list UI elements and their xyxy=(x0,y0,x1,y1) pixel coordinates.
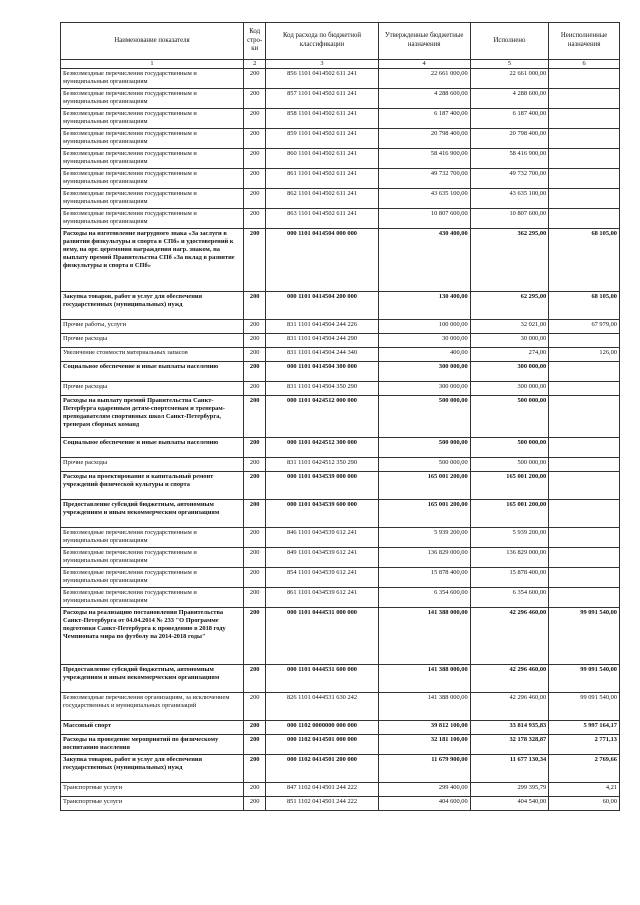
row-name: Безвозмездные перечисления государственным и муниципальным организациям xyxy=(61,149,244,169)
table-row xyxy=(61,109,620,129)
row-line-code: 200 xyxy=(243,438,265,458)
row-approved: 11 679 900,00 xyxy=(378,755,470,783)
row-executed: 300 000,00 xyxy=(470,362,549,382)
row-budget-code: 862 1101 0414502 611 241 xyxy=(266,189,378,209)
row-unexecuted xyxy=(549,500,620,528)
row-executed: 42 296 460,00 xyxy=(470,665,549,693)
row-name: Безвозмездные перечисления государственным и муниципальным организациям xyxy=(61,548,244,568)
row-budget-code: 831 1101 0414504 244 290 xyxy=(266,334,378,348)
row-line-code: 200 xyxy=(243,548,265,568)
column-number: 6 xyxy=(549,60,620,69)
row-executed: 32 021,00 xyxy=(470,320,549,334)
row-executed: 4 288 600,00 xyxy=(470,89,549,109)
row-approved: 141 388 000,00 xyxy=(378,608,470,665)
row-executed: 62 295,00 xyxy=(470,292,549,320)
row-unexecuted xyxy=(549,458,620,472)
table-row xyxy=(61,189,620,209)
row-executed: 32 178 328,87 xyxy=(470,735,549,755)
row-budget-code: 831 1101 0414504 244 340 xyxy=(266,348,378,362)
row-executed: 49 732 700,00 xyxy=(470,169,549,189)
row-executed: 42 296 460,00 xyxy=(470,693,549,721)
row-line-code: 200 xyxy=(243,458,265,472)
row-budget-code: 000 1101 0434539 600 000 xyxy=(266,500,378,528)
row-budget-code: 000 1101 0444531 000 000 xyxy=(266,608,378,665)
row-name: Безвозмездные перечисления государственным и муниципальным организациям xyxy=(61,89,244,109)
row-unexecuted: 2 771,13 xyxy=(549,735,620,755)
row-unexecuted: 67 979,00 xyxy=(549,320,620,334)
row-unexecuted: 2 769,66 xyxy=(549,755,620,783)
row-executed: 33 814 935,83 xyxy=(470,721,549,735)
row-unexecuted xyxy=(549,362,620,382)
row-executed: 300 000,00 xyxy=(470,382,549,396)
table-row xyxy=(61,362,620,382)
column-number: 5 xyxy=(470,60,549,69)
row-unexecuted xyxy=(549,109,620,129)
row-executed: 43 635 100,00 xyxy=(470,189,549,209)
row-name: Расходы на проведение мероприятий по физическому воспитанию населения xyxy=(61,735,244,755)
table-row xyxy=(61,568,620,588)
row-line-code: 200 xyxy=(243,348,265,362)
row-budget-code: 847 1102 0414501 244 222 xyxy=(266,783,378,797)
row-budget-code: 831 1101 0414504 350 290 xyxy=(266,382,378,396)
row-budget-code: 856 1101 0414502 611 241 xyxy=(266,69,378,89)
row-line-code: 200 xyxy=(243,69,265,89)
row-executed: 15 878 400,00 xyxy=(470,568,549,588)
row-name: Безвозмездные перечисления государственным и муниципальным организациям xyxy=(61,528,244,548)
row-line-code: 200 xyxy=(243,362,265,382)
row-name: Безвозмездные перечисления государственным и муниципальным организациям xyxy=(61,129,244,149)
row-unexecuted: 99 091 540,00 xyxy=(549,608,620,665)
row-line-code: 200 xyxy=(243,783,265,797)
row-budget-code: 000 1101 0434539 000 000 xyxy=(266,472,378,500)
row-name: Прочие расходы xyxy=(61,458,244,472)
table-row xyxy=(61,320,620,334)
row-budget-code: 861 1101 0434539 612 241 xyxy=(266,588,378,608)
row-approved: 141 388 000,00 xyxy=(378,665,470,693)
row-name: Безвозмездные перечисления государственным и муниципальным организациям xyxy=(61,169,244,189)
row-line-code: 200 xyxy=(243,735,265,755)
row-approved: 430 400,00 xyxy=(378,229,470,292)
table-row xyxy=(61,292,620,320)
row-executed: 20 798 400,00 xyxy=(470,129,549,149)
row-budget-code: 863 1101 0414502 611 241 xyxy=(266,209,378,229)
header-budget-code: Код расхода по бюджетной классификации xyxy=(266,23,378,60)
row-executed: 165 001 200,00 xyxy=(470,472,549,500)
row-name: Закупка товаров, работ и услуг для обеспечения государственных (муниципальных) нужд xyxy=(61,292,244,320)
row-executed: 11 677 130,34 xyxy=(470,755,549,783)
row-executed: 6 187 400,00 xyxy=(470,109,549,129)
table-row xyxy=(61,348,620,362)
table-row xyxy=(61,755,620,783)
row-name: Массовый спорт xyxy=(61,721,244,735)
row-line-code: 200 xyxy=(243,334,265,348)
row-budget-code: 851 1102 0414501 244 222 xyxy=(266,797,378,811)
table-row xyxy=(61,334,620,348)
column-number: 3 xyxy=(266,60,378,69)
row-executed: 42 296 460,00 xyxy=(470,608,549,665)
row-unexecuted: 68 105,00 xyxy=(549,229,620,292)
row-line-code: 200 xyxy=(243,528,265,548)
row-budget-code: 861 1101 0414502 611 241 xyxy=(266,169,378,189)
row-name: Безвозмездные перечисления государственным и муниципальным организациям xyxy=(61,189,244,209)
row-approved: 400,00 xyxy=(378,348,470,362)
row-unexecuted: 68 105,00 xyxy=(549,292,620,320)
row-name: Предоставление субсидий бюджетным, автономным учреждениям и иным некоммерческим организациям xyxy=(61,500,244,528)
table-row xyxy=(61,548,620,568)
header-line-code: Код стро-ки xyxy=(243,23,265,60)
row-unexecuted xyxy=(549,396,620,438)
row-unexecuted xyxy=(549,528,620,548)
table-row xyxy=(61,608,620,665)
table-row xyxy=(61,458,620,472)
row-executed: 165 001 200,00 xyxy=(470,500,549,528)
row-approved: 15 878 400,00 xyxy=(378,568,470,588)
row-approved: 6 187 400,00 xyxy=(378,109,470,129)
row-line-code: 200 xyxy=(243,588,265,608)
row-name: Расходы на реализацию постановления Правительства Санкт-Петербурга от 04.04.2014 № 233 "О Программе подготовки Санкт-Петербурга к проведению в 2018 году Чемпионата мира по футболу на 2014-2018 годы" xyxy=(61,608,244,665)
table-row xyxy=(61,229,620,292)
row-budget-code: 000 1101 0414504 200 000 xyxy=(266,292,378,320)
row-budget-code: 000 1101 0414504 000 000 xyxy=(266,229,378,292)
table-row xyxy=(61,169,620,189)
row-unexecuted xyxy=(549,149,620,169)
row-executed: 274,00 xyxy=(470,348,549,362)
row-unexecuted xyxy=(549,69,620,89)
row-line-code: 200 xyxy=(243,320,265,334)
row-approved: 6 354 600,00 xyxy=(378,588,470,608)
row-approved: 300 000,00 xyxy=(378,362,470,382)
table-row xyxy=(61,89,620,109)
row-unexecuted xyxy=(549,169,620,189)
row-executed: 6 354 600,00 xyxy=(470,588,549,608)
table-row xyxy=(61,797,620,811)
row-budget-code: 000 1101 0444531 600 000 xyxy=(266,665,378,693)
column-number-row xyxy=(61,60,620,69)
header-unexecuted: Неисполненные назначения xyxy=(549,23,620,60)
row-name: Социальное обеспечение и иные выплаты населению xyxy=(61,362,244,382)
row-unexecuted xyxy=(549,209,620,229)
column-number: 1 xyxy=(61,60,244,69)
table-row xyxy=(61,693,620,721)
row-budget-code: 854 1101 0434539 612 241 xyxy=(266,568,378,588)
table-row xyxy=(61,129,620,149)
row-approved: 500 000,00 xyxy=(378,396,470,438)
header-approved: Утвержденные бюджетные назначения xyxy=(378,23,470,60)
row-line-code: 200 xyxy=(243,396,265,438)
table-row xyxy=(61,209,620,229)
row-budget-code: 858 1101 0414502 611 241 xyxy=(266,109,378,129)
table-row xyxy=(61,665,620,693)
row-unexecuted xyxy=(549,189,620,209)
row-name: Предоставление субсидий бюджетным, автономным учреждениям и иным некоммерческим организациям xyxy=(61,665,244,693)
row-approved: 43 635 100,00 xyxy=(378,189,470,209)
row-line-code: 200 xyxy=(243,693,265,721)
row-executed: 136 829 000,00 xyxy=(470,548,549,568)
row-unexecuted xyxy=(549,382,620,396)
header-executed: Исполнено xyxy=(470,23,549,60)
table-row xyxy=(61,528,620,548)
row-approved: 165 001 200,00 xyxy=(378,500,470,528)
row-line-code: 200 xyxy=(243,382,265,396)
row-executed: 5 939 200,00 xyxy=(470,528,549,548)
row-approved: 300 000,00 xyxy=(378,382,470,396)
table-row xyxy=(61,382,620,396)
table-row xyxy=(61,783,620,797)
row-approved: 30 000,00 xyxy=(378,334,470,348)
row-approved: 165 001 200,00 xyxy=(378,472,470,500)
table-body xyxy=(61,69,620,811)
row-budget-code: 857 1101 0414502 611 241 xyxy=(266,89,378,109)
row-budget-code: 831 1101 0414504 244 226 xyxy=(266,320,378,334)
row-executed: 500 000,00 xyxy=(470,438,549,458)
row-unexecuted xyxy=(549,129,620,149)
row-executed: 58 416 900,00 xyxy=(470,149,549,169)
row-line-code: 200 xyxy=(243,568,265,588)
row-line-code: 200 xyxy=(243,755,265,783)
table-row xyxy=(61,721,620,735)
row-name: Безвозмездные перечисления государственным и муниципальным организациям xyxy=(61,209,244,229)
row-budget-code: 846 1101 0434539 612 241 xyxy=(266,528,378,548)
row-line-code: 200 xyxy=(243,89,265,109)
row-approved: 100 000,00 xyxy=(378,320,470,334)
row-executed: 10 807 600,00 xyxy=(470,209,549,229)
row-name: Транспортные услуги xyxy=(61,797,244,811)
row-name: Расходы на проектирование и капитальный ремонт учреждений физической культуры и спорта xyxy=(61,472,244,500)
row-name: Увеличение стоимости материальных запасов xyxy=(61,348,244,362)
row-unexecuted xyxy=(549,472,620,500)
row-name: Безвозмездные перечисления государственным и муниципальным организациям xyxy=(61,69,244,89)
row-approved: 5 939 200,00 xyxy=(378,528,470,548)
row-executed: 500 000,00 xyxy=(470,458,549,472)
row-budget-code: 859 1101 0414502 611 241 xyxy=(266,129,378,149)
row-name: Расходы на изготовление нагрудного знака «За заслуги в развитии физкультуры и спорта в СПб» и удостоверений к нему, на орг. церемонии награждения нагр. знаком, на выплату премий Правительства СПб «За вклад в развитие физкультуры и спорта в СПб» xyxy=(61,229,244,292)
row-executed: 22 661 000,00 xyxy=(470,69,549,89)
row-approved: 500 000,00 xyxy=(378,458,470,472)
row-budget-code: 831 1101 0424512 350 290 xyxy=(266,458,378,472)
row-line-code: 200 xyxy=(243,129,265,149)
row-line-code: 200 xyxy=(243,149,265,169)
table-row xyxy=(61,588,620,608)
row-line-code: 200 xyxy=(243,292,265,320)
row-budget-code: 000 1102 0414501 000 000 xyxy=(266,735,378,755)
row-approved: 22 661 000,00 xyxy=(378,69,470,89)
row-unexecuted xyxy=(549,588,620,608)
row-approved: 404 600,00 xyxy=(378,797,470,811)
row-unexecuted: 4,21 xyxy=(549,783,620,797)
row-line-code: 200 xyxy=(243,169,265,189)
row-approved: 4 288 600,00 xyxy=(378,89,470,109)
row-approved: 136 829 000,00 xyxy=(378,548,470,568)
row-line-code: 200 xyxy=(243,189,265,209)
row-approved: 141 388 000,00 xyxy=(378,693,470,721)
row-unexecuted: 126,00 xyxy=(549,348,620,362)
row-name: Безвозмездные перечисления организациям, за исключением государственных и муниципальных организаций xyxy=(61,693,244,721)
row-line-code: 200 xyxy=(243,500,265,528)
row-name: Транспортные услуги xyxy=(61,783,244,797)
column-number: 4 xyxy=(378,60,470,69)
budget-table xyxy=(60,22,620,811)
row-approved: 20 798 400,00 xyxy=(378,129,470,149)
row-line-code: 200 xyxy=(243,665,265,693)
row-name: Безвозмездные перечисления государственным и муниципальным организациям xyxy=(61,109,244,129)
row-unexecuted: 60,00 xyxy=(549,797,620,811)
table-row xyxy=(61,149,620,169)
row-name: Расходы на выплату премий Правительства Санкт-Петербурга одаренным детям-спортсменам и тренерам-преподавателям спортивных школ Санкт-Петербурга, тренерам сборных команд xyxy=(61,396,244,438)
row-approved: 299 400,00 xyxy=(378,783,470,797)
row-name: Прочие работы, услуги xyxy=(61,320,244,334)
row-approved: 130 400,00 xyxy=(378,292,470,320)
row-approved: 500 000,00 xyxy=(378,438,470,458)
row-approved: 32 181 100,00 xyxy=(378,735,470,755)
row-budget-code: 000 1102 0414501 200 000 xyxy=(266,755,378,783)
row-unexecuted xyxy=(549,438,620,458)
row-name: Прочие расходы xyxy=(61,334,244,348)
row-name: Закупка товаров, работ и услуг для обеспечения государственных (муниципальных) нужд xyxy=(61,755,244,783)
row-unexecuted xyxy=(549,568,620,588)
row-unexecuted: 5 997 164,17 xyxy=(549,721,620,735)
row-unexecuted xyxy=(549,89,620,109)
row-line-code: 200 xyxy=(243,109,265,129)
row-line-code: 200 xyxy=(243,472,265,500)
row-name: Безвозмездные перечисления государственным и муниципальным организациям xyxy=(61,588,244,608)
table-row xyxy=(61,500,620,528)
header-row xyxy=(61,23,620,60)
row-approved: 10 807 600,00 xyxy=(378,209,470,229)
row-budget-code: 000 1101 0424512 300 000 xyxy=(266,438,378,458)
row-budget-code: 000 1101 0424512 000 000 xyxy=(266,396,378,438)
row-line-code: 200 xyxy=(243,229,265,292)
table-row xyxy=(61,396,620,438)
table-row xyxy=(61,735,620,755)
column-number: 2 xyxy=(243,60,265,69)
row-budget-code: 849 1101 0434539 612 241 xyxy=(266,548,378,568)
table-row xyxy=(61,472,620,500)
row-line-code: 200 xyxy=(243,721,265,735)
row-executed: 30 000,00 xyxy=(470,334,549,348)
row-line-code: 200 xyxy=(243,608,265,665)
row-name: Социальное обеспечение и иные выплаты населению xyxy=(61,438,244,458)
header-name: Наименование показателя xyxy=(61,23,244,60)
row-executed: 500 000,00 xyxy=(470,396,549,438)
row-budget-code: 000 1101 0414504 300 000 xyxy=(266,362,378,382)
row-budget-code: 826 1101 0444531 630 242 xyxy=(266,693,378,721)
row-unexecuted: 99 091 540,00 xyxy=(549,693,620,721)
row-unexecuted xyxy=(549,548,620,568)
row-unexecuted xyxy=(549,334,620,348)
report-sheet xyxy=(60,22,617,811)
row-line-code: 200 xyxy=(243,797,265,811)
row-executed: 299 395,79 xyxy=(470,783,549,797)
table-row xyxy=(61,438,620,458)
row-name: Прочие расходы xyxy=(61,382,244,396)
row-unexecuted: 99 091 540,00 xyxy=(549,665,620,693)
row-executed: 404 540,00 xyxy=(470,797,549,811)
table-row xyxy=(61,69,620,89)
row-approved: 49 732 700,00 xyxy=(378,169,470,189)
row-name: Безвозмездные перечисления государственным и муниципальным организациям xyxy=(61,568,244,588)
row-budget-code: 000 1102 0000000 000 000 xyxy=(266,721,378,735)
row-executed: 362 295,00 xyxy=(470,229,549,292)
row-line-code: 200 xyxy=(243,209,265,229)
row-approved: 58 416 900,00 xyxy=(378,149,470,169)
row-approved: 39 812 100,00 xyxy=(378,721,470,735)
row-budget-code: 860 1101 0414502 611 241 xyxy=(266,149,378,169)
